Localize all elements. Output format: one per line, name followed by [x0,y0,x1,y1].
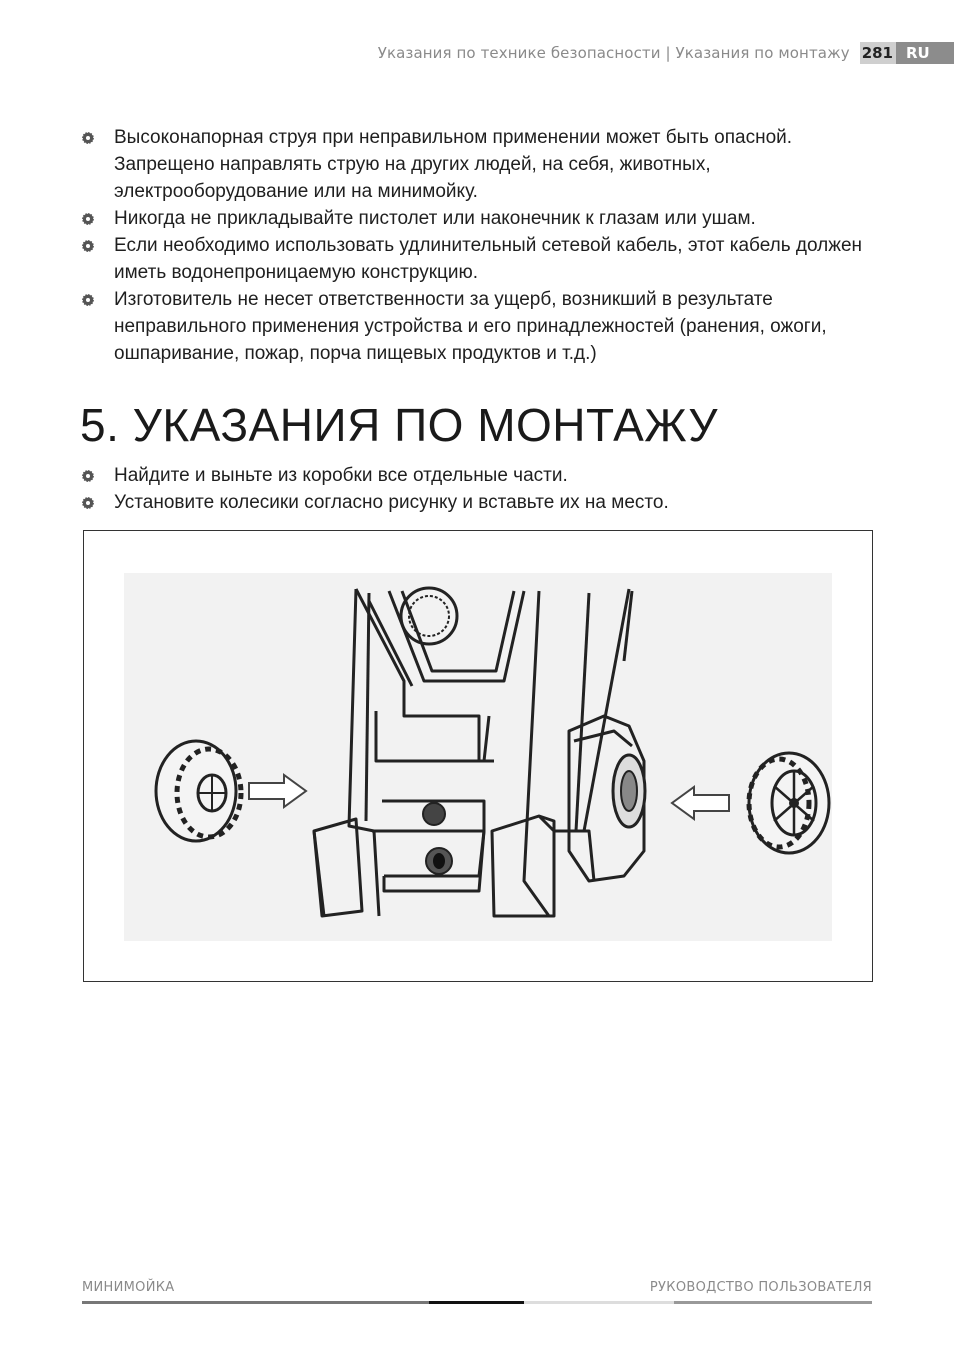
safety-item-text: Высоконапорная струя при неправильном применении может быть опасной. Запрещено направлять струю на других людей, на себя, животных, электрооборудование или на минимойку. [114,127,793,202]
safety-list [82,124,882,367]
footer-manual-title: РУКОВОДСТВО ПОЛЬЗОВАТЕЛЯ [649,1280,872,1295]
gear-bullet-icon [82,294,94,306]
footer-bar-right [674,1301,872,1304]
list-item [82,124,882,205]
assembly-list [82,462,882,516]
list-item [82,462,882,489]
assembly-item-text: Установите колесики согласно рисунку и вставьте их на место. [114,492,669,513]
page-header [378,42,954,64]
gear-bullet-icon [82,132,94,144]
list-item [82,489,882,516]
list-item [82,286,882,367]
gear-bullet-icon [82,470,94,482]
footer-bar-light [524,1301,674,1304]
footer-bar-center [429,1301,524,1304]
list-item [82,232,882,286]
header-title: Указания по технике безопасности | Указания по монтажу [377,44,850,62]
wheel-assembly-figure [83,530,873,982]
footer-product-name: МИНИМОЙКА [82,1280,175,1295]
safety-item-text: Если необходимо использовать удлинительный сетевой кабель, этот кабель должен иметь водонепроницаемую конструкцию. [114,235,863,283]
safety-item-text: Никогда не прикладывайте пистолет или наконечник к глазам или ушам. [114,208,756,229]
gear-bullet-icon [82,213,94,225]
gear-bullet-icon [82,497,94,509]
left-wheel-icon [156,741,241,841]
language-badge: RU [896,42,954,64]
assembly-item-text: Найдите и выньте из коробки все отдельные части. [114,465,568,486]
right-wheel-icon [749,753,829,853]
page-number: 281 [860,42,896,64]
safety-item-text: Изготовитель не несет ответственности за ущерб, возникший в результате неправильного применения устройства и его принадлежностей (ранения, ожоги, ошпаривание, пожар, порча пищевых продуктов и т.д.) [114,289,827,364]
section-title: 5. УКАЗАНИЯ ПО МОНТАЖУ [80,399,718,451]
wheel-assembly-illustration [84,531,872,981]
list-item [82,205,882,232]
footer-bar-left [82,1301,429,1304]
gear-bullet-icon [82,240,94,252]
